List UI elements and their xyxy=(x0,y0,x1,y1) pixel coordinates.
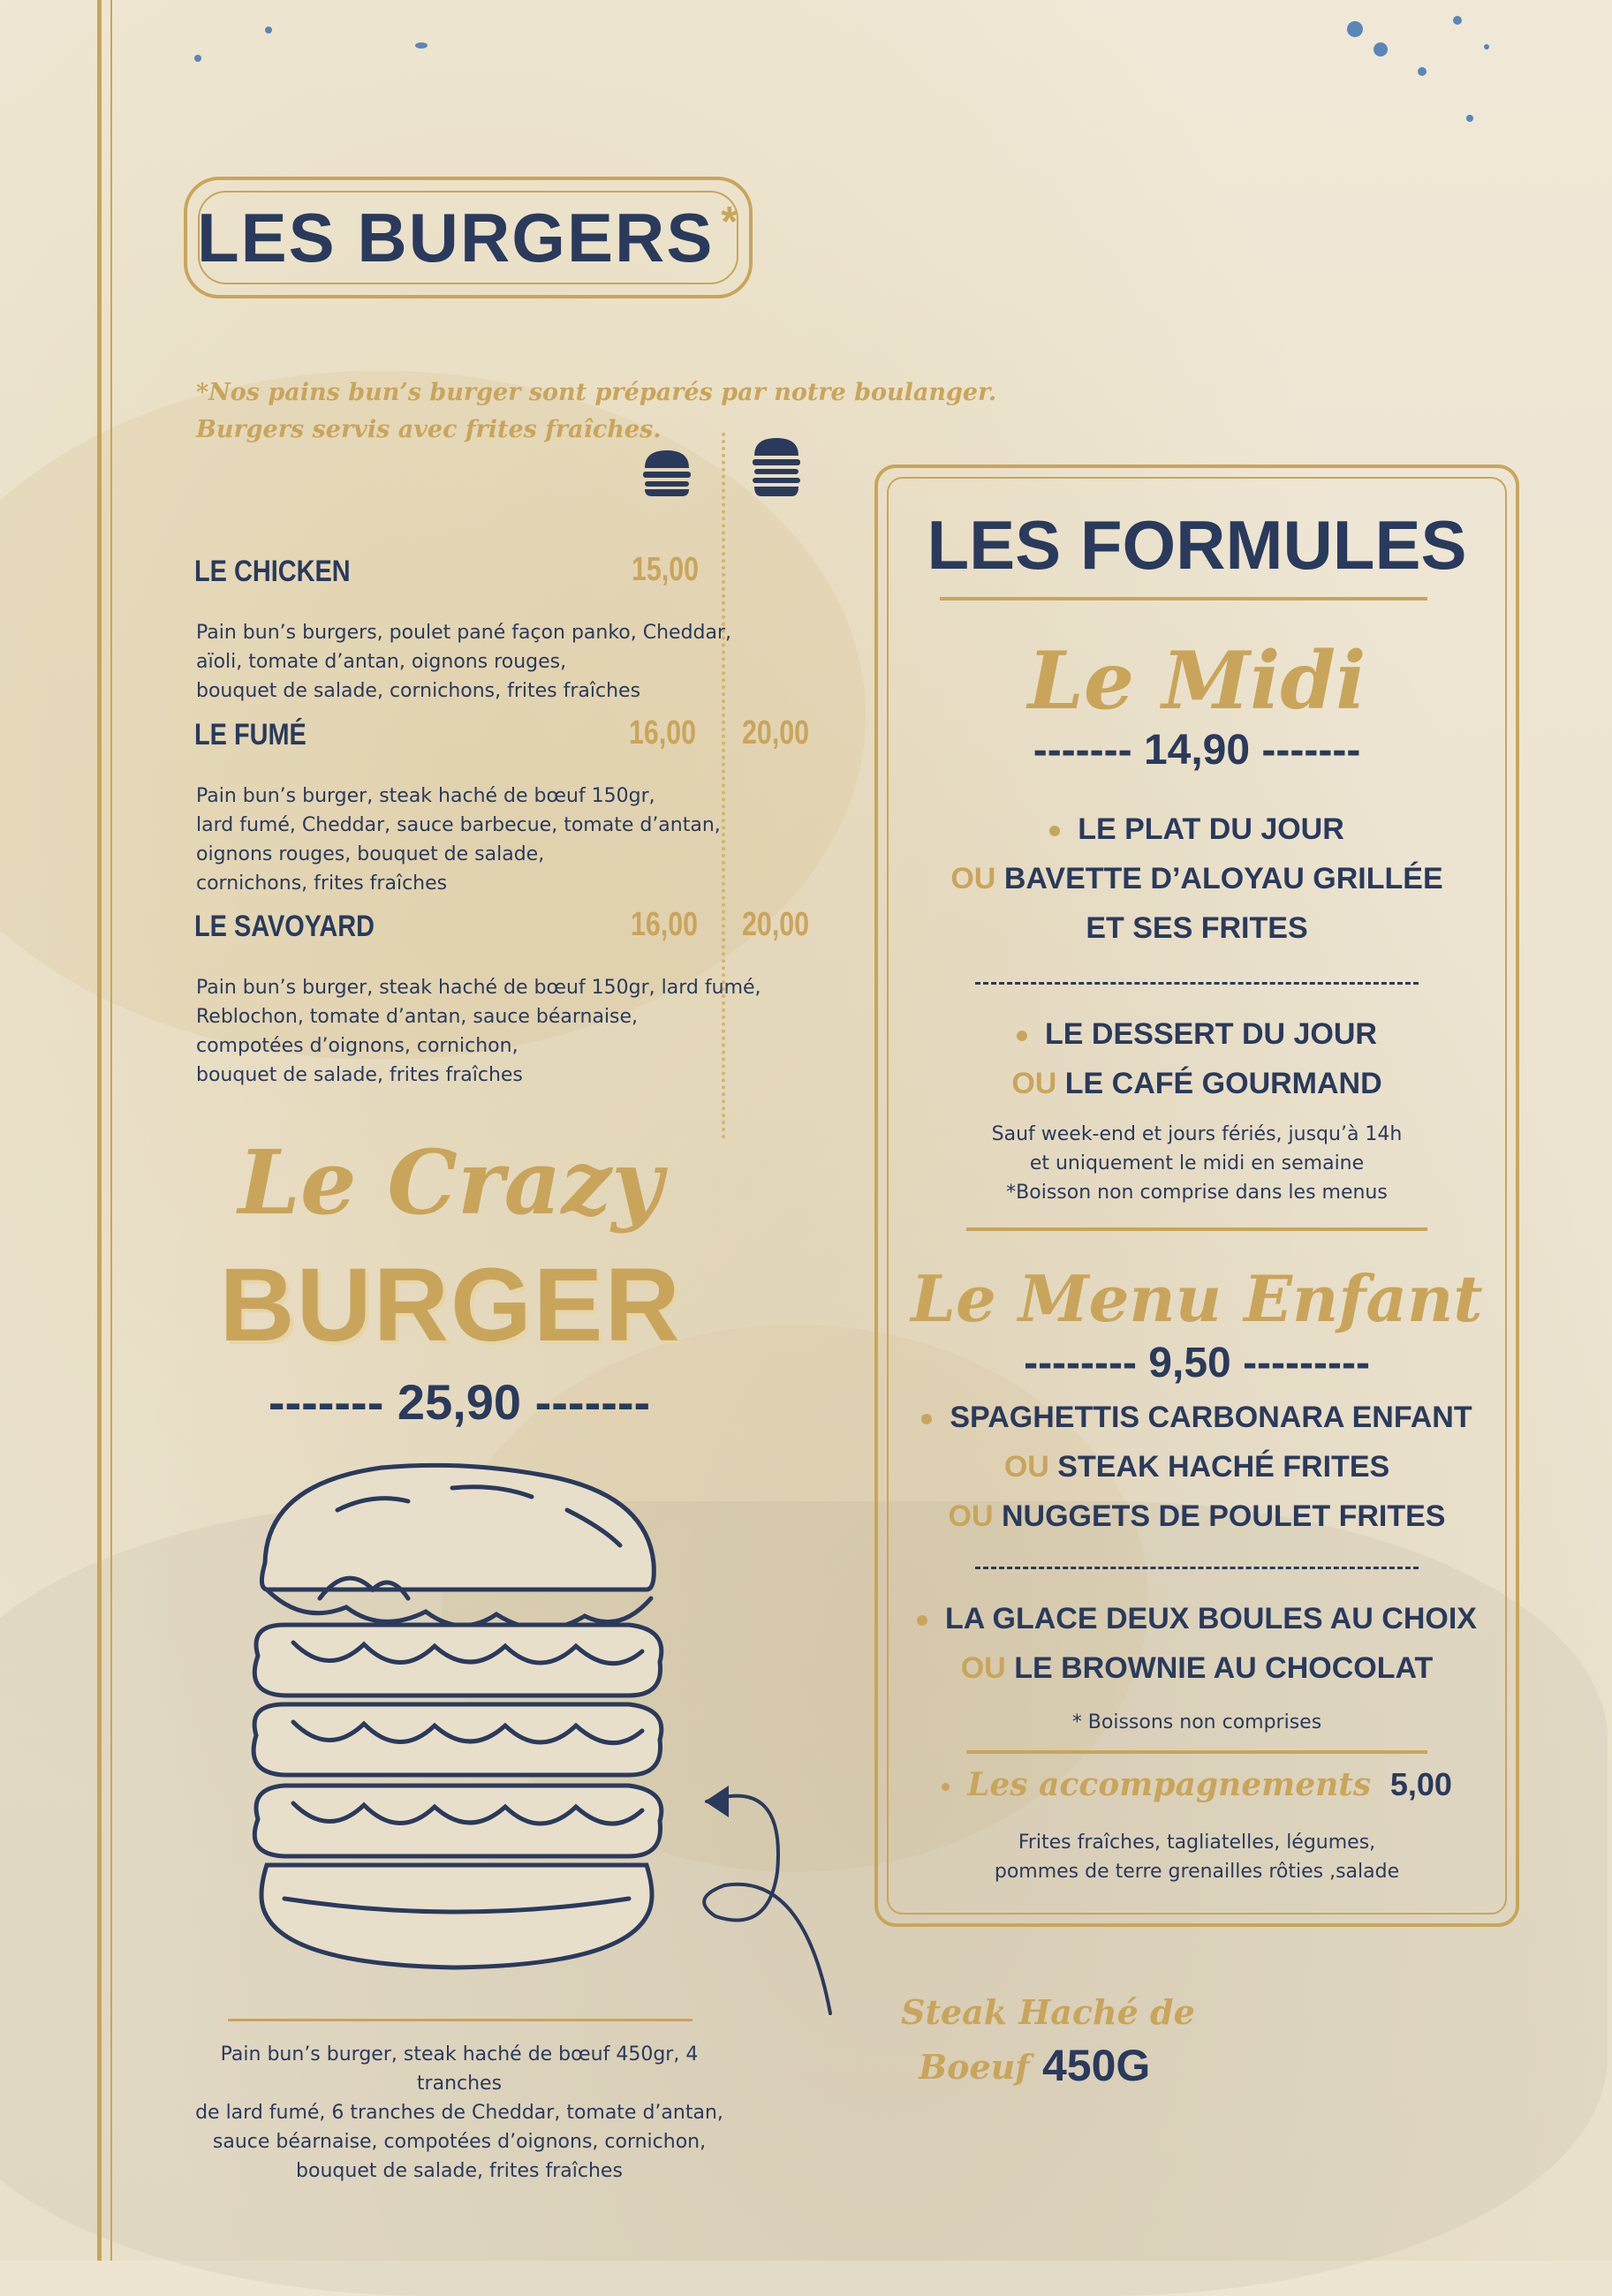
burgers-title: LES BURGERS * xyxy=(196,199,740,276)
item-description: Pain bun’s burgers, poulet pané façon panko, Cheddar, aïoli, tomate d’antan, oignons rouges, bouquet de salade, cornichons, frites fraîches xyxy=(196,622,732,702)
crazy-description: Pain bun’s burger, steak haché de bœuf 450gr, 4 tranches de lard fumé, 6 tranches de Cheddar, tomate d’antan, sauce béarnaise, compotées d’oignons, cornichon, bouquet de salade, frites fraîches xyxy=(195,2043,723,2182)
formules-panel xyxy=(874,464,1519,1927)
steak-weight: 450G xyxy=(1042,2041,1151,2090)
burgers-title-box xyxy=(184,177,753,298)
bullet-icon xyxy=(921,1414,932,1424)
midi-separator xyxy=(975,982,1419,985)
accomp-desc: Frites fraîches, tagliatelles, légumes, xyxy=(1018,1832,1376,1854)
left-border-line-thin xyxy=(110,0,112,2261)
enfant-line: OU NUGGETS DE POULET FRITES xyxy=(948,1499,1446,1533)
left-border-line xyxy=(97,0,102,2261)
accomp-price: 5,00 xyxy=(1389,1766,1452,1802)
crazy-price-line: ------- 25,90 ------- xyxy=(268,1374,651,1430)
crazy-divider xyxy=(228,2019,692,2021)
burger-icon-small xyxy=(641,449,692,496)
ink-splash xyxy=(1347,21,1363,37)
crazy-script-title: Le Crazy xyxy=(238,1130,663,1235)
midi-note: et uniquement le midi en semaine xyxy=(1029,1152,1365,1174)
bullet-icon xyxy=(1017,1031,1027,1041)
background-wash xyxy=(0,371,866,1060)
steak-label: Boeuf xyxy=(919,2047,1030,2087)
item-description: Pain bun’s burger, steak haché de bœuf 150gr, lard fumé, Reblochon, tomate d’antan, sauce béarnaise, compotées d’oignons, cornichon, bouquet de salade, frites fraîches xyxy=(196,977,761,1086)
midi-line: LE DESSERT DU JOUR xyxy=(878,1017,1516,1052)
midi-note: *Boisson non comprise dans les menus xyxy=(1006,1182,1388,1204)
enfant-note: * Boissons non comprises xyxy=(1071,1711,1322,1733)
crazy-title: BURGER xyxy=(219,1247,682,1363)
item-price-single: 16,00 xyxy=(631,906,699,943)
burger-illustration xyxy=(231,1457,682,1978)
ink-splash xyxy=(1484,44,1489,49)
burgers-note-line: *Nos pains bun’s burger sont préparés par notre boulanger. xyxy=(196,379,997,406)
burgers-note-line: Burgers servis avec frites fraîches. xyxy=(196,416,662,443)
ink-splash xyxy=(415,42,428,49)
ink-splash xyxy=(1374,42,1388,57)
midi-note: Sauf week-end et jours fériés, jusqu’à 14h xyxy=(991,1123,1403,1145)
item-name: LE CHICKEN xyxy=(194,555,351,588)
accomp-desc: pommes de terre grenailles rôties ,salade xyxy=(994,1861,1400,1883)
ink-splash xyxy=(1453,16,1462,25)
enfant-price: 9,50 xyxy=(1148,1340,1231,1386)
ink-splash xyxy=(1466,115,1473,122)
formules-title-rule xyxy=(940,597,1427,600)
enfant-line: LA GLACE DEUX BOULES AU CHOIX xyxy=(878,1602,1516,1636)
enfant-script-title: Le Menu Enfant xyxy=(911,1261,1483,1336)
midi-line: LE PLAT DU JOUR xyxy=(878,812,1516,847)
midi-line: OU LE CAFÉ GOURMAND xyxy=(1011,1067,1382,1100)
enfant-line: SPAGHETTIS CARBONARA ENFANT xyxy=(878,1401,1516,1435)
bullet-icon xyxy=(917,1615,927,1626)
burgers-note xyxy=(196,374,996,449)
midi-line: ET SES FRITES xyxy=(1086,911,1308,945)
item-description: Pain bun’s burger, steak haché de bœuf 150gr, lard fumé, Cheddar, sauce barbecue, tomate d’antan, oignons rouges, bouquet de salade, cornichons, frites fraîches xyxy=(196,785,721,895)
enfant-line: OU STEAK HACHÉ FRITES xyxy=(1003,1450,1390,1484)
arrow-icon xyxy=(689,1766,866,2031)
bullet-icon xyxy=(942,1783,950,1791)
ink-splash xyxy=(194,55,201,62)
enfant-line: OU LE BROWNIE AU CHOCOLAT xyxy=(960,1651,1434,1685)
formules-title: LES FORMULES xyxy=(927,506,1467,584)
enfant-separator xyxy=(975,1567,1419,1569)
item-price-double: 20,00 xyxy=(742,906,810,943)
ink-splash xyxy=(1418,67,1427,76)
midi-price-line: ------- 14,90 ------- xyxy=(1033,727,1361,774)
item-price-single: 15,00 xyxy=(632,551,700,588)
ink-splash xyxy=(265,26,272,34)
burger-icon-large xyxy=(751,436,802,496)
item-name: LE SAVOYARD xyxy=(194,910,375,943)
midi-line: OU BAVETTE D’ALOYAU GRILLÉE xyxy=(950,862,1443,895)
item-price-double: 20,00 xyxy=(742,714,810,751)
midi-price: 14,90 xyxy=(1143,727,1251,774)
item-price-single: 16,00 xyxy=(629,714,697,751)
crazy-price: 25,90 xyxy=(397,1374,522,1430)
midi-divider xyxy=(966,1227,1427,1231)
asterisk: * xyxy=(721,199,740,245)
enfant-divider xyxy=(966,1750,1427,1754)
midi-script-title: Le Midi xyxy=(1027,634,1366,728)
accomp-line: Les accompagnements 5,00 xyxy=(878,1766,1516,1803)
item-name: LE FUMÉ xyxy=(194,718,307,751)
steak-label: Steak Haché de xyxy=(901,1992,1195,2032)
enfant-price-line: -------- 9,50 --------- xyxy=(1024,1340,1370,1386)
bullet-icon xyxy=(1049,826,1060,836)
